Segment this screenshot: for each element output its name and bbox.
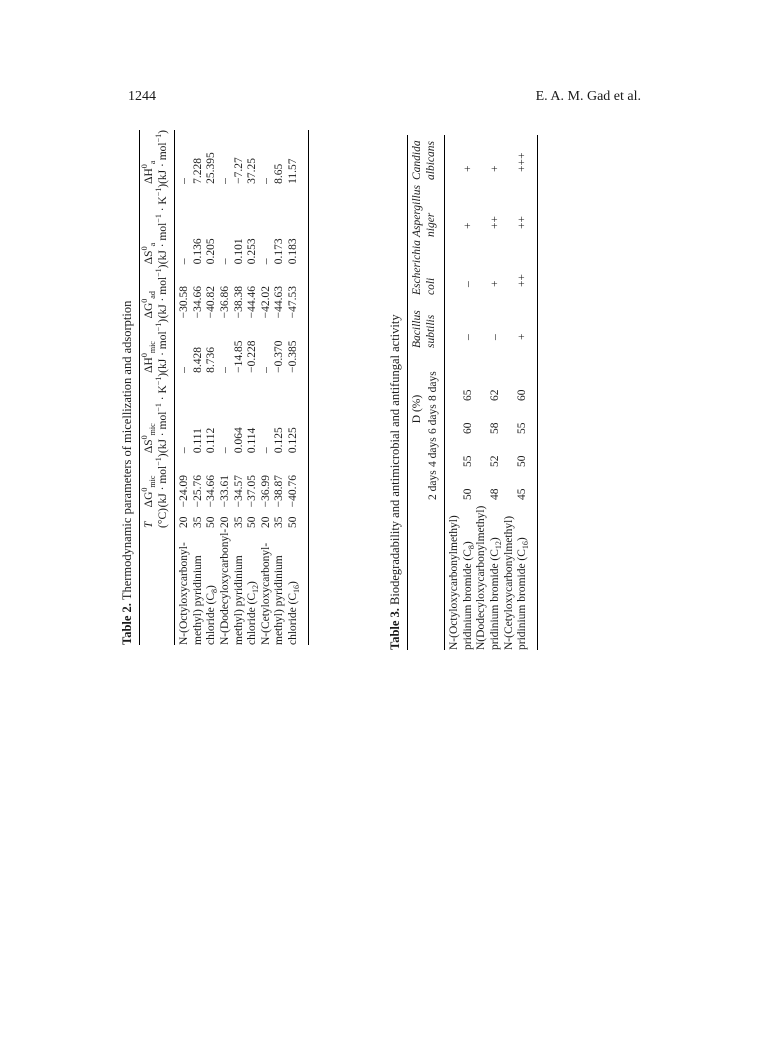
table-2-title: Thermodynamic parameters of micellization and adsorption <box>120 300 134 601</box>
table-cell: – <box>259 258 272 265</box>
compound-name-line: N-(Dodecyloxycarbonyl- <box>218 528 231 645</box>
compound-name-line: chloride $(C_{16})$ <box>286 581 301 645</box>
table-cell: 11.57 <box>286 158 299 184</box>
table-2-block <box>120 130 309 645</box>
table-row <box>246 130 260 645</box>
table-cell: 50 <box>516 455 529 467</box>
table-cell: 0.125 <box>273 427 286 454</box>
table-cell: 0.114 <box>246 427 259 454</box>
col-group-biodegradability: D (%) <box>411 394 423 424</box>
table-cell: 0.101 <box>232 238 245 265</box>
table-3-label: Table 3. <box>388 608 402 650</box>
table-cell: 55 <box>516 422 529 434</box>
table-2-header-row <box>140 130 175 645</box>
table-cell: – <box>178 258 191 265</box>
table-cell: 50 <box>286 516 299 528</box>
table-cell: – <box>488 334 501 340</box>
table-cell: – <box>259 447 272 454</box>
table-cell: 35 <box>232 516 245 528</box>
col-2-days: 2 days <box>426 470 439 500</box>
table-cell: 0.111 <box>191 428 204 454</box>
table-cell: −0.228 <box>246 340 259 373</box>
table-cell: −36.99 <box>259 474 272 508</box>
table-3-caption <box>388 135 403 650</box>
table-cell: −47.53 <box>286 286 299 319</box>
compound-name-line: pridinium bromide $(C_{16})$ <box>516 537 531 650</box>
table-cell: 20 <box>178 516 191 528</box>
table-row <box>192 130 206 645</box>
col-4-days: 4 days <box>426 437 439 467</box>
table-cell: 0.125 <box>286 427 299 454</box>
table-cell: 8.428 <box>191 346 204 373</box>
table-row <box>175 130 192 645</box>
table-cell: −40.76 <box>286 474 299 508</box>
compound-name-line: chloride $(C_{12})$ <box>246 581 261 645</box>
table-cell: −30.58 <box>178 286 191 319</box>
compound-name-line: methyl) pyridinium <box>273 555 286 645</box>
table-row <box>503 135 517 650</box>
col-delta-s-a: $\Delta S^0_a$ $(kJ \cdot mol^{-1} \cdot K^{-1})$ <box>140 183 169 265</box>
col-delta-h-mic: $\Delta H^0_{mic}$ (kJ · mol$^{-1}$) <box>140 318 169 373</box>
table-cell: 20 <box>218 516 231 528</box>
table-cell: −42.02 <box>259 286 272 319</box>
table-cell: 8.736 <box>205 346 218 373</box>
table-cell: −33.61 <box>218 474 231 508</box>
col-aspergillus-niger: Aspergillus niger <box>411 185 437 237</box>
table-cell: −7.27 <box>232 157 245 184</box>
table-cell: – <box>218 447 231 454</box>
table-cell: – <box>218 178 231 184</box>
table-row <box>445 135 462 650</box>
table-cell: 60 <box>516 389 529 401</box>
table-cell: −25.76 <box>191 474 204 508</box>
table-cell: – <box>178 367 191 373</box>
running-header-authors: E. A. M. Gad et al. <box>535 89 641 104</box>
table-cell: 0.253 <box>246 238 259 265</box>
compound-name-line: methyl) pyridinium <box>191 555 204 645</box>
table-cell: – <box>218 258 231 265</box>
col-temperature: T (°C) <box>143 508 169 528</box>
table-cell: 7.228 <box>191 158 204 184</box>
table-row <box>475 135 489 650</box>
table-cell: ++ <box>516 274 529 287</box>
table-row <box>489 135 503 650</box>
table-cell: 65 <box>461 389 474 401</box>
table-cell: −38.87 <box>273 474 286 508</box>
compound-name-line: pridinium bromide $(C_{12})$ <box>488 537 503 650</box>
table-cell: – <box>259 178 272 184</box>
table-cell: 8.65 <box>273 163 286 184</box>
table-2-bottom-rule <box>308 130 309 645</box>
table-cell: 50 <box>461 488 474 500</box>
col-delta-g-ad: $\Delta G^0_{ad}$ (kJ · mol$^{-1}$) <box>140 264 169 319</box>
table-cell: −34.57 <box>232 474 245 508</box>
compound-name-line: N-(Cetyloxycarbonyl- <box>259 542 272 645</box>
table-cell: 0.136 <box>191 238 204 265</box>
table-3-header-row-1 <box>408 135 425 650</box>
col-bacillus-subtilis: Bacillus subtilis <box>411 310 437 348</box>
table-cell: −38.38 <box>232 286 245 319</box>
table-cell: −0.385 <box>286 340 299 373</box>
table-3-title: Biodegradability and antimicrobial and antifungal activity <box>388 314 402 605</box>
table-cell: 0.183 <box>286 238 299 265</box>
table-cell: 55 <box>461 455 474 467</box>
page-number: 1244 <box>128 89 156 104</box>
table-cell: 0.173 <box>273 238 286 265</box>
col-8-days: 8 days <box>426 371 439 401</box>
table-cell: 25.395 <box>205 152 218 184</box>
table-cell: 0.205 <box>205 238 218 265</box>
table-2-label: Table 2. <box>120 603 134 645</box>
table-cell: 35 <box>191 516 204 528</box>
table-cell: + <box>488 280 501 287</box>
table-cell: −0.370 <box>273 340 286 373</box>
table-cell: + <box>461 165 474 172</box>
compound-name-line: N-(Octyloxycarbonyl- <box>178 542 191 645</box>
table-cell: +++ <box>516 152 529 172</box>
col-delta-s-mic: $\Delta S^0_{mic}$ $(kJ \cdot mol^{-1} \cdot K^{-1})$ <box>140 372 169 454</box>
table-cell: 58 <box>488 422 501 434</box>
table-cell: – <box>178 178 191 184</box>
table-row <box>462 135 476 650</box>
table-cell: −44.63 <box>273 286 286 319</box>
table-cell: – <box>461 334 474 340</box>
table-cell: + <box>516 333 529 340</box>
table-row <box>260 130 274 645</box>
table-cell: – <box>259 367 272 373</box>
compound-name-line: methyl) pyridinium <box>232 555 245 645</box>
table-row <box>219 130 233 645</box>
table-cell: −36.86 <box>218 286 231 319</box>
col-escherichia-coli: Escherichia coli <box>411 240 437 295</box>
table-2 <box>139 130 301 645</box>
table-2-caption <box>120 130 135 645</box>
col-delta-h-a: $\Delta H^0_a$ (kJ · mol$^{-1}$) <box>140 130 169 184</box>
table-3-bottom-rule <box>537 135 538 650</box>
compound-name: N-(Cetyloxycarbonylmethyl) <box>502 515 515 650</box>
table-cell: −24.09 <box>178 474 191 508</box>
compound-name-line: pridinium bromide $(C_8)$ <box>461 541 476 650</box>
table-row <box>516 135 530 650</box>
table-cell: 50 <box>205 516 218 528</box>
table-row <box>273 130 287 645</box>
table-cell: – <box>461 281 474 287</box>
table-cell: 0.064 <box>232 427 245 454</box>
table-row <box>233 130 247 645</box>
table-cell: 50 <box>246 516 259 528</box>
col-candida-albicans: Candida albicans <box>411 140 437 180</box>
table-cell: −37.05 <box>246 474 259 508</box>
compound-name-line: chloride $(C_8)$ <box>205 585 220 645</box>
table-cell: −34.66 <box>205 474 218 508</box>
table-cell: 20 <box>259 516 272 528</box>
table-row <box>205 130 219 645</box>
table-cell: 0.112 <box>205 427 218 454</box>
table-cell: 60 <box>461 422 474 434</box>
table-cell: – <box>178 447 191 454</box>
table-cell: 45 <box>516 488 529 500</box>
table-3-block <box>388 135 538 650</box>
table-cell: 48 <box>488 488 501 500</box>
col-delta-g-mic: $\Delta G^0_{mic}$ (kJ · mol$^{-1}$) <box>140 453 169 508</box>
compound-name: N(Dodecyloxycarbonylmethyl) <box>475 505 488 650</box>
table-3 <box>407 135 530 650</box>
table-cell: 62 <box>488 389 501 401</box>
table-cell: 52 <box>488 455 501 467</box>
table-cell: + <box>461 222 474 229</box>
compound-name: N-(Octyloxycarbonylmethyl) <box>448 515 461 650</box>
table-cell: ++ <box>516 216 529 229</box>
col-6-days: 6 days <box>426 404 439 434</box>
table-row <box>287 130 301 645</box>
table-cell: −40.82 <box>205 286 218 319</box>
table-cell: −34.66 <box>191 286 204 319</box>
table-cell: −14.85 <box>232 340 245 373</box>
table-cell: 37.25 <box>246 158 259 184</box>
table-cell: 35 <box>273 516 286 528</box>
table-cell: + <box>488 165 501 172</box>
table-cell: ++ <box>488 216 501 229</box>
table-cell: – <box>218 367 231 373</box>
table-cell: −44.46 <box>246 286 259 319</box>
